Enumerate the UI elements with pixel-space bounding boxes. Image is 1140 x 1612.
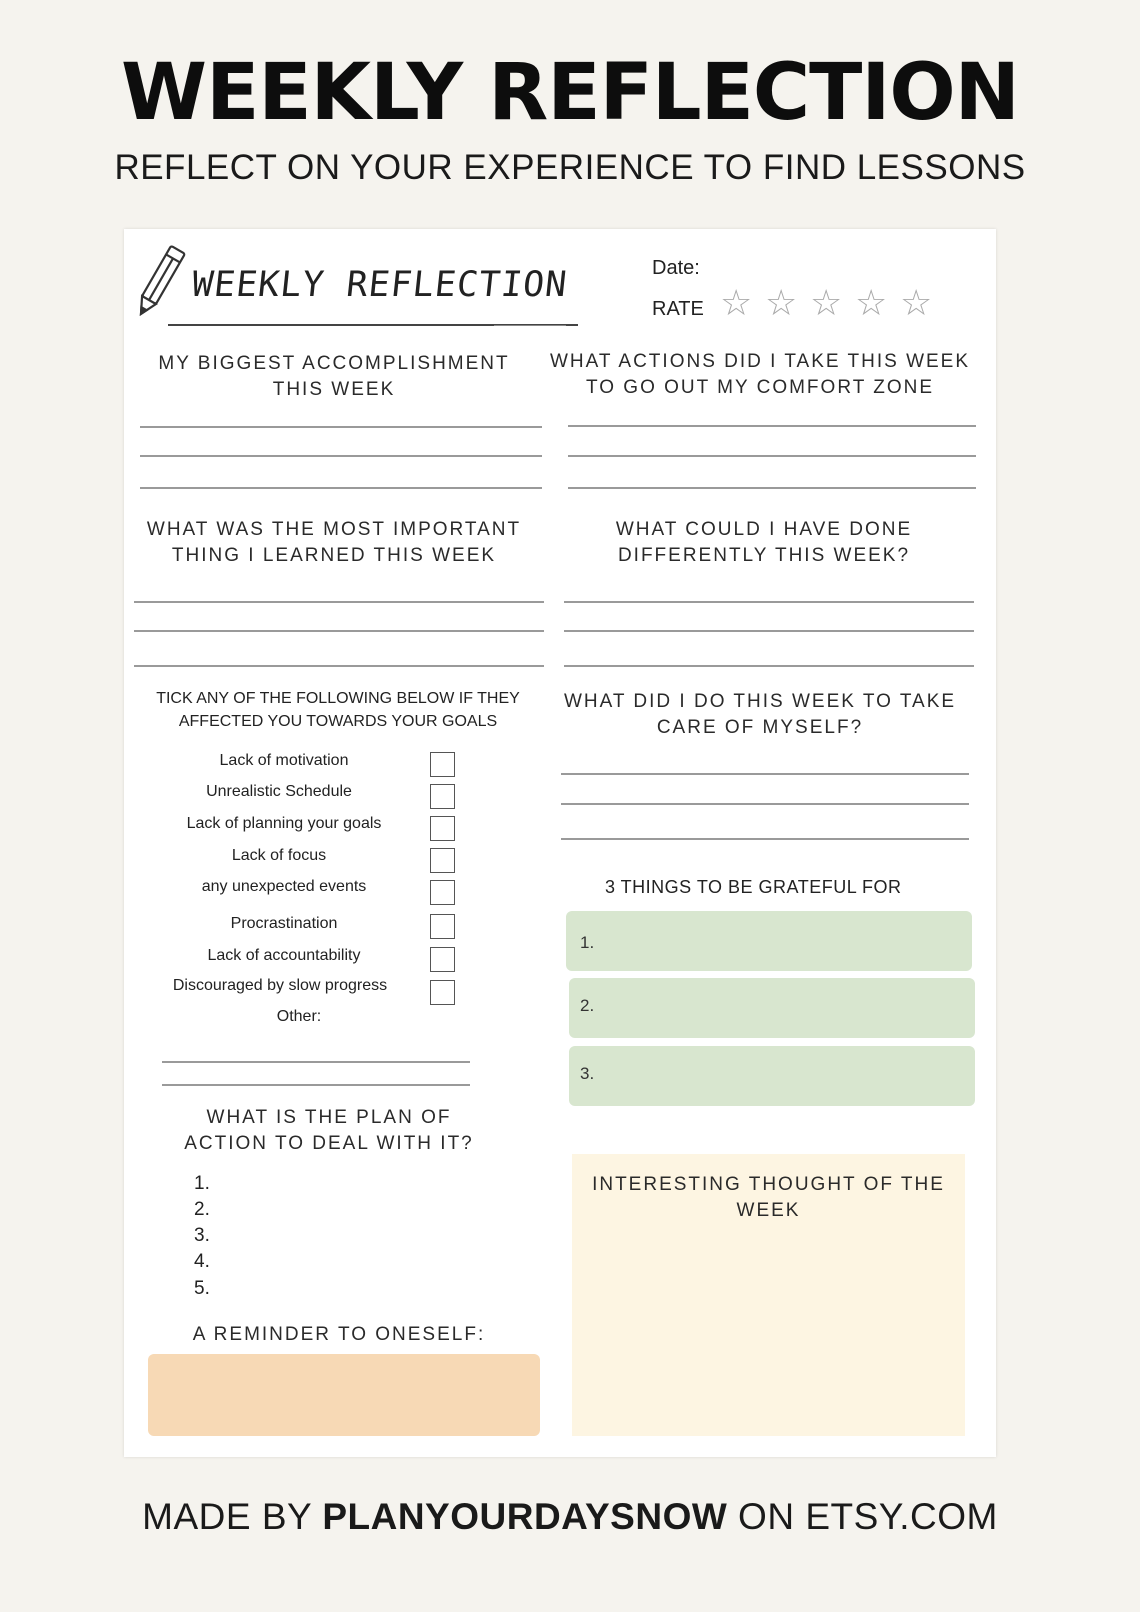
thought-label: INTERESTING THOUGHT OF THE WEEK	[592, 1174, 945, 1221]
grateful-item-number: 2.	[580, 996, 595, 1015]
grateful-item-box[interactable]	[569, 1046, 975, 1106]
reminder-box[interactable]	[148, 1354, 540, 1436]
plan-item: 3.	[194, 1225, 210, 1246]
differently-question: WHAT COULD I HAVE DONE DIFFERENTLY THIS WEEK?	[615, 519, 913, 566]
star-icon[interactable]: ☆	[900, 282, 933, 323]
writing-line[interactable]	[134, 665, 544, 667]
footer-brand: PLANYOURDAYSNOW	[322, 1496, 728, 1537]
self-care-question: WHAT DID I DO THIS WEEK TO TAKE CARE OF MYSELF?	[563, 691, 957, 738]
tick-checkbox[interactable]	[430, 848, 455, 873]
footer-prefix: MADE BY	[142, 1496, 323, 1537]
pencil-icon	[132, 241, 188, 321]
writing-line[interactable]	[162, 1084, 470, 1086]
writing-line[interactable]	[140, 426, 542, 428]
tick-item-label: Lack of accountability	[207, 947, 361, 964]
writing-line[interactable]	[564, 665, 974, 667]
plan-item: 5.	[194, 1278, 210, 1299]
plan-item: 1.	[194, 1173, 210, 1194]
star-icon[interactable]: ☆	[855, 282, 888, 323]
sheet-title: WEEKLY REFLECTION	[189, 265, 570, 305]
tick-checkbox[interactable]	[430, 880, 455, 905]
writing-line[interactable]	[561, 838, 969, 840]
tick-item-label: Lack of focus	[231, 847, 327, 864]
writing-line[interactable]	[140, 455, 542, 457]
plan-question: WHAT IS THE PLAN OF ACTION TO DEAL WITH IT?	[184, 1107, 474, 1154]
banner-subtitle: REFLECT ON YOUR EXPERIENCE TO FIND LESSONS	[114, 148, 1026, 187]
writing-line[interactable]	[134, 601, 544, 603]
star-icon[interactable]: ☆	[720, 282, 753, 323]
star-icon[interactable]: ☆	[810, 282, 843, 323]
rate-label: RATE	[652, 298, 704, 320]
writing-line[interactable]	[568, 455, 976, 457]
date-label: Date:	[652, 257, 700, 279]
title-underline-accent	[494, 325, 566, 326]
worksheet	[124, 229, 996, 1457]
writing-line[interactable]	[564, 630, 974, 632]
other-label: Other:	[276, 1008, 322, 1025]
writing-line[interactable]	[564, 601, 974, 603]
tick-checkbox[interactable]	[430, 752, 455, 777]
grateful-item-number: 1.	[580, 933, 595, 952]
writing-line[interactable]	[162, 1061, 470, 1063]
tick-item-label: any unexpected events	[201, 878, 367, 895]
tick-checkbox[interactable]	[430, 980, 455, 1005]
writing-line[interactable]	[568, 487, 976, 489]
learned-question: WHAT WAS THE MOST IMPORTANT THING I LEARNED THIS WEEK	[146, 519, 522, 566]
tick-item-label: Unrealistic Schedule	[206, 783, 352, 800]
comfort-zone-question: WHAT ACTIONS DID I TAKE THIS WEEK TO GO OUT MY COMFORT ZONE	[550, 351, 971, 398]
footer-credit	[0, 1496, 1140, 1538]
grateful-item-number: 3.	[580, 1064, 595, 1083]
writing-line[interactable]	[561, 803, 969, 805]
writing-line[interactable]	[568, 425, 976, 427]
tick-checkbox[interactable]	[430, 816, 455, 841]
tick-checkbox[interactable]	[430, 784, 455, 809]
grateful-heading: 3 THINGS TO BE GRATEFUL FOR	[605, 877, 902, 897]
tick-checkbox[interactable]	[430, 914, 455, 939]
footer-suffix: ON ETSY.COM	[727, 1496, 998, 1537]
accomplishment-question: MY BIGGEST ACCOMPLISHMENT THIS WEEK	[158, 353, 510, 400]
star-icon[interactable]: ☆	[765, 282, 798, 323]
grateful-item-box[interactable]	[569, 978, 975, 1038]
banner-title: WEEKLY REFLECTION	[121, 48, 1019, 138]
tick-item-label: Lack of planning your goals	[186, 815, 382, 832]
tick-item-label: Procrastination	[230, 915, 338, 932]
plan-item: 4.	[194, 1251, 210, 1272]
writing-line[interactable]	[140, 487, 542, 489]
writing-line[interactable]	[134, 630, 544, 632]
tick-heading: TICK ANY OF THE FOLLOWING BELOW IF THEY AFFECTED YOU TOWARDS YOUR GOALS	[156, 690, 520, 730]
thought-box[interactable]	[572, 1154, 965, 1436]
reminder-label: A REMINDER TO ONESELF:	[192, 1324, 486, 1345]
plan-item: 2.	[194, 1199, 210, 1220]
tick-item-label: Discouraged by slow progress	[172, 977, 388, 994]
grateful-item-box[interactable]	[566, 911, 972, 971]
tick-item-label: Lack of motivation	[219, 752, 349, 769]
writing-line[interactable]	[561, 773, 969, 775]
tick-checkbox[interactable]	[430, 947, 455, 972]
